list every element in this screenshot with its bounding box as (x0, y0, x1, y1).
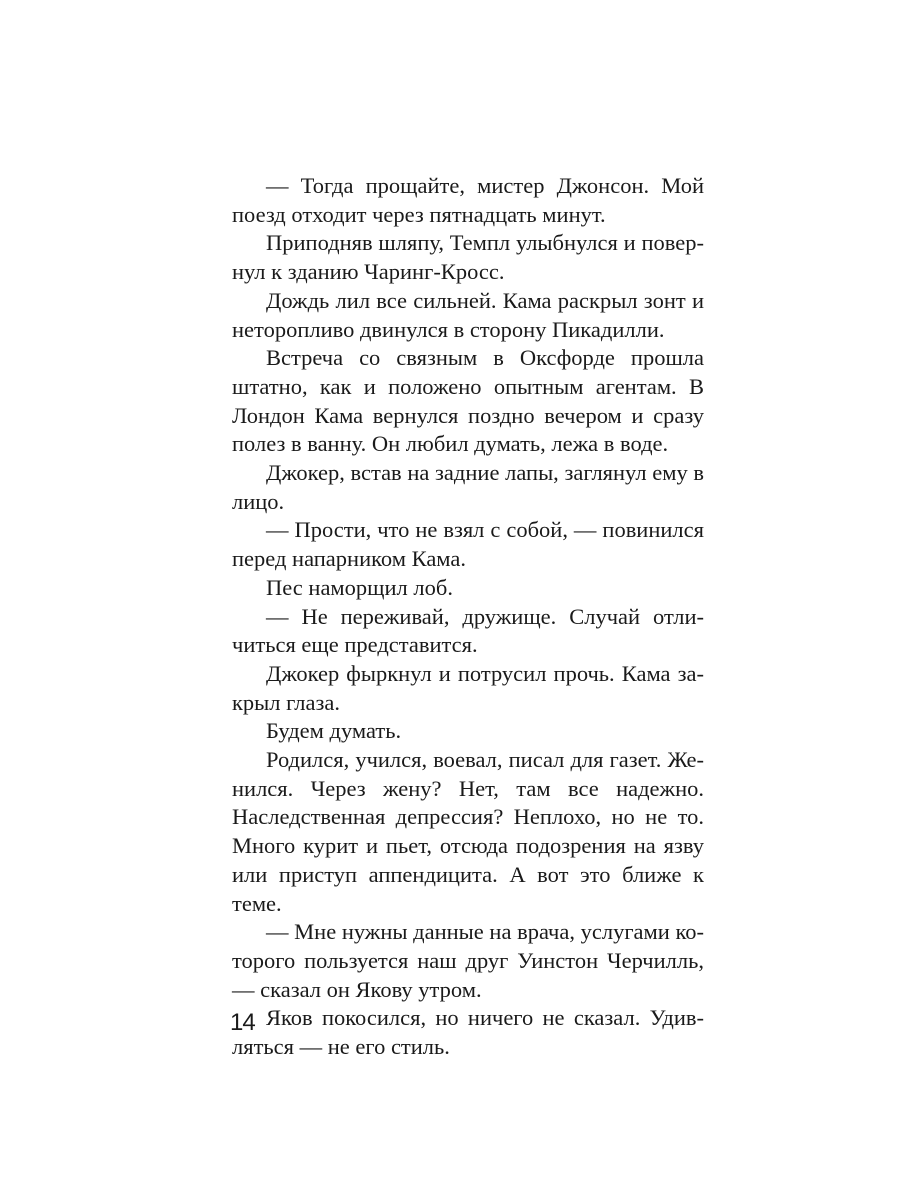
paragraph: Дождь лил все сильней. Кама раскрыл зонт и неторопливо двинулся в сторону Пикадилли. (232, 287, 704, 342)
paragraph: Встреча со связным в Оксфорде прошла штатно, как и положено опытным агентам. В Лондон Кама вернулся поздно вечером и сразу полез в ванну. Он любил думать, лежа в воде. (232, 345, 704, 457)
paragraph: Будем думать. (266, 718, 402, 744)
page-number: 14 (230, 1009, 255, 1036)
paragraph: Джокер фыркнул и потрусил прочь. Кама закрыл глаза. (232, 660, 704, 715)
paragraph: — Не переживай, дружище. Случай отличиться еще представится. (232, 603, 704, 658)
paragraph: Приподняв шляпу, Темпл улыбнулся и повернул к зданию Чаринг-Кросс. (232, 230, 704, 285)
paragraph: Пес наморщил лоб. (266, 574, 453, 600)
paragraph: — Тогда прощайте, мистер Джонсон. Мой поезд отходит через пятнадцать минут. (232, 173, 704, 227)
paragraph: Родился, учился, воевал, писал для газет. Женился. Через жену? Нет, там все надежно. Наследственная депрессия? Неплохо, но не то. Много курит и пьет, отсюда подозрения на язву или приступ аппендицита. А вот это ближе к теме. (232, 747, 704, 916)
paragraph: Яков покосился, но ничего не сказал. Удивляться — не его стиль. (232, 1005, 704, 1060)
paragraph: — Прости, что не взял с собой, — повинился перед напарником Кама. (232, 517, 704, 572)
page-body-text (232, 172, 704, 1062)
paragraph: — Мне нужны данные на врача, услугами которого пользуется наш друг Уинстон Черчилль, — сказал он Якову утром. (232, 919, 704, 1002)
paragraph: Джокер, встав на задние лапы, заглянул ему в лицо. (232, 460, 704, 514)
